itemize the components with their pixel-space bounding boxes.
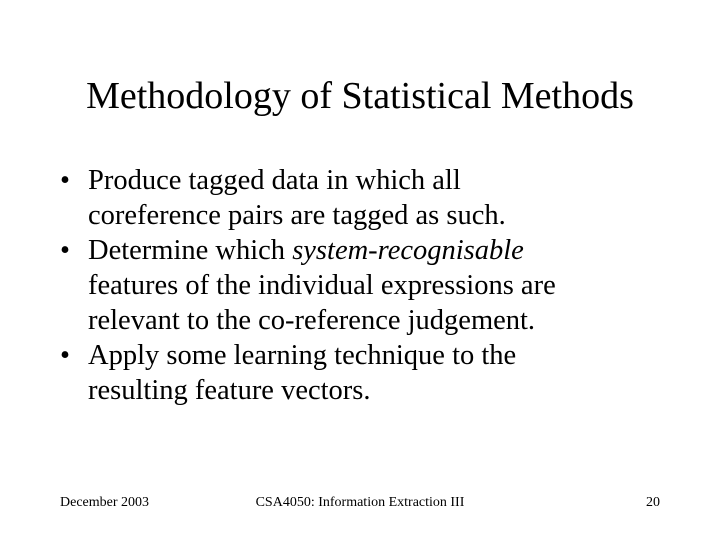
- bullet-icon: •: [60, 165, 70, 196]
- footer-date: December 2003: [60, 495, 150, 510]
- bullet-icon: •: [60, 340, 70, 371]
- bullet-text-line: Apply some learning technique to the: [88, 340, 517, 371]
- bullet-text-line: resulting feature vectors.: [88, 375, 371, 406]
- bullet-text-line: features of the individual expressions are: [88, 270, 556, 301]
- bullet-item: [60, 338, 700, 408]
- bullet-text-line: Produce tagged data in which all: [88, 165, 461, 196]
- bullet-text-line: coreference pairs are tagged as such.: [88, 200, 506, 231]
- bullet-icon: •: [60, 235, 70, 266]
- bullet-item: [60, 233, 700, 338]
- bullet-list: [60, 163, 700, 408]
- bullet-item: [60, 163, 700, 233]
- footer-page-number: 20: [646, 495, 660, 510]
- footer-course: CSA4050: Information Extraction III: [255, 495, 465, 510]
- bullet-text-line: relevant to the co-reference judgement.: [88, 305, 536, 336]
- bullet-text-line: [88, 233, 700, 268]
- emphasized-term: system-recognisable: [292, 235, 524, 266]
- slide-title: Methodology of Statistical Methods: [86, 75, 634, 117]
- bullet-text-prefix: Determine which: [88, 235, 293, 266]
